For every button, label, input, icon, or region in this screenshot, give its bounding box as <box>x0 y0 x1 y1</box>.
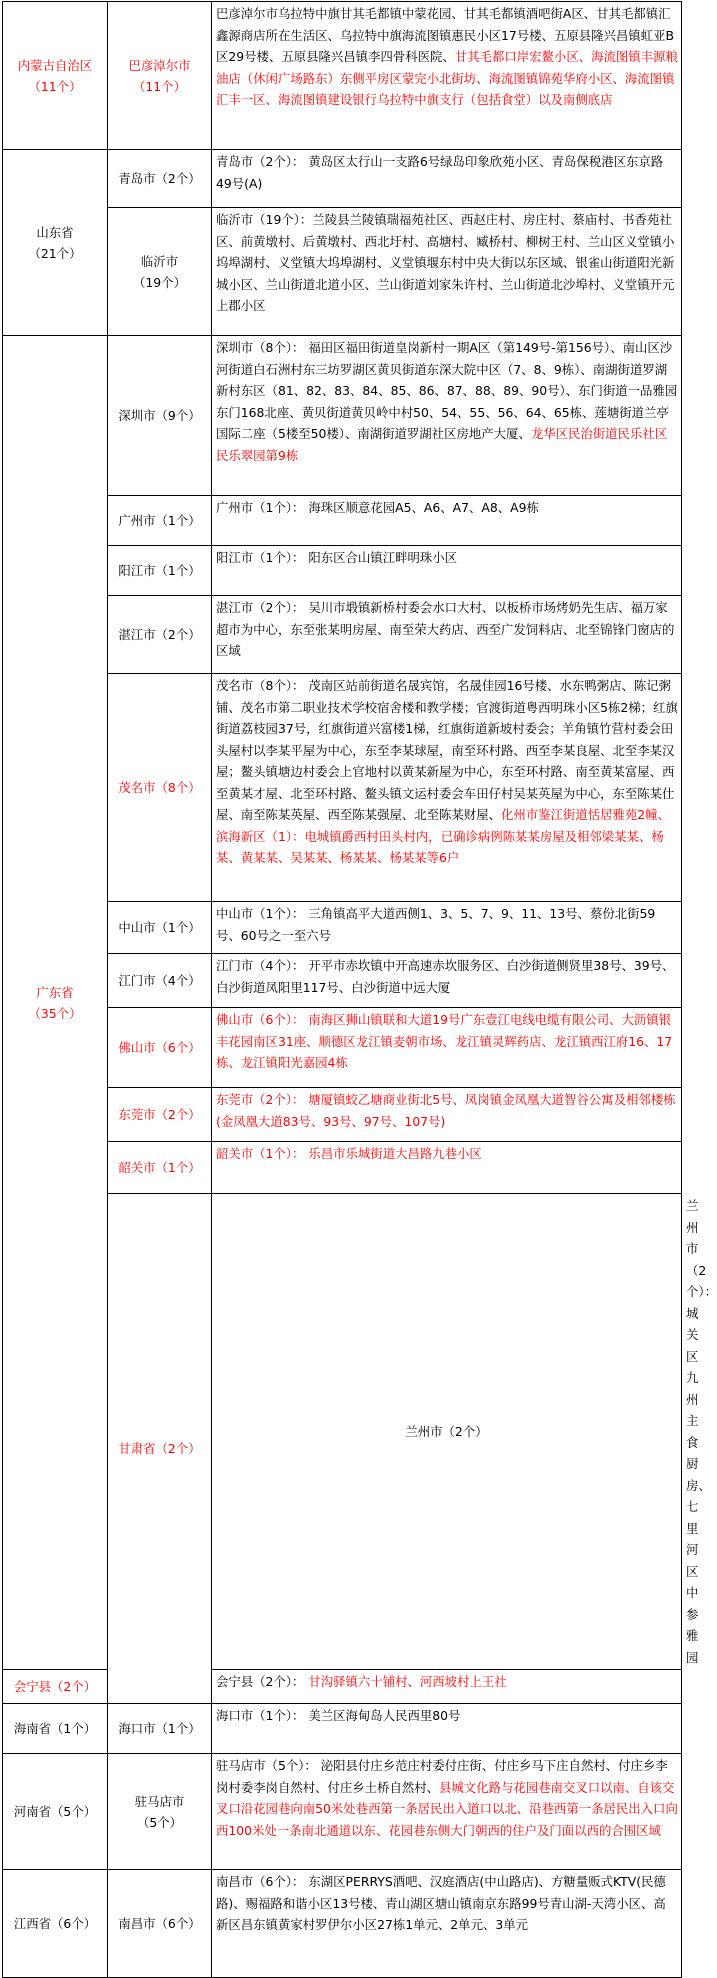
table-row <box>3 336 682 496</box>
city-cell: 广州市（1个） <box>108 496 212 546</box>
city-cell: 深圳市（9个） <box>108 336 212 496</box>
address-text: 深圳市（8个）： 福田区福田街道皇岗新村一期A区（第149号-第156号）、南山区沙河街道白石洲村东三坊罗湖区黄贝街道东深大院中区（7、8、9栋）、南湖街道罗湖新村东区（81、82、83、84、85、86、87、88、89、90号）、东门街道一品雅园东门168北座、黄贝街道黄贝岭中村50、54、55、56、64、65栋、莲塘街道兰亭国际二座（5楼至50楼）、南湖街道罗湖社区房地产大厦、 <box>216 340 678 441</box>
city-cell: 中山市（1个） <box>108 902 212 954</box>
table-body <box>3 2 717 1978</box>
province-cell: 海南省（1个） <box>3 1704 108 1754</box>
city-cell: 会宁县（2个） <box>3 1670 108 1704</box>
city-cell: 青岛市（2个） <box>108 150 212 208</box>
address-text: 阳江市（1个）： 阳东区合山镇江畔明珠小区 <box>216 550 458 565</box>
address-text: 广州市（1个）： 海珠区顺意花园A5、A6、A7、A8、A9栋 <box>216 500 539 515</box>
address-cell <box>212 1704 682 1754</box>
city-cell: 阳江市（1个） <box>108 546 212 596</box>
address-cell <box>212 674 682 902</box>
address-cell <box>212 150 682 208</box>
address-text-highlighted: 化州市鉴江街道恬居雅苑2幢、滨海新区（1）：电城镇爵西村田头村内，已确诊病例陈某某房屋及相邻梁某某、杨某、黄某某、吴某某、杨某某、杨某某等6户 <box>216 807 670 865</box>
table-row <box>3 1754 682 1870</box>
address-text: 青岛市（2个）： 黄岛区太行山一支路6号绿岛印象欣苑小区、青岛保税港区东京路49号(A) <box>216 154 664 191</box>
city-cell: 佛山市（6个） <box>108 1008 212 1088</box>
city-cell: 湛江市（2个） <box>108 596 212 674</box>
address-text: 江门市（4个）： 开平市赤坎镇中开高速赤坎服务区、白沙街道侧贤里38号、39号、白沙街道凤阳里117号、白沙街道中远大厦 <box>216 958 675 995</box>
table-row <box>3 1670 682 1704</box>
address-text: 巴彦淖尔市乌拉特中旗甘其毛都镇中蒙花园、甘其毛都镇酒吧街A区、甘其毛都镇汇鑫源商店所在生活区、乌拉特中旗海流图镇惠民小区17号楼、五原县隆兴昌镇虹亚B区29号楼、五原县隆兴昌镇李四骨科医院、 <box>216 6 674 64</box>
city-cell: 茂名市（8个） <box>108 674 212 902</box>
address-text-highlighted: 龙华区民治街道民乐社区民乐翠园第9栋 <box>216 426 668 463</box>
address-cell <box>212 1870 682 1978</box>
address-cell <box>212 1008 682 1088</box>
address-text-highlighted: 甘其毛都口岸宏鳌小区、海流图镇丰源粮油店（休闲广场路东）东侧平房区蒙完小北街坊、海流图镇锦苑华府小区、海流图镇汇丰一区、海流图镇建设银行乌拉特中旗支行（包括食堂）以及南侧底店 <box>216 49 678 107</box>
address-text: 海口市（1个）： 美兰区海甸岛人民西里80号 <box>216 1708 461 1723</box>
address-text-highlighted: 甘沟驿镇六十铺村、河西坡村上王社 <box>308 1674 507 1689</box>
address-text: 湛江市（2个）： 吴川市塅镇新桥村委会水口大村、以板桥市场烤奶先生店、福万家超市为中心，东至张某明房屋、南至荣大药店、西至广发饲料店、北至锦锋门窗店的区域 <box>216 600 675 658</box>
city-cell: 韶关市（1个） <box>108 1142 212 1194</box>
address-text: 南昌市（6个）： 东湖区PERRYS酒吧、汉庭酒店(中山路店)、方糖量贩式KTV(民德路)、赐福路和谐小区13号楼、青山湖区塘山镇南京东路99号青山湖-天湾小区、高新区昌东镇黄家村罗伊尔小区27栋1单元、2单元、3单元 <box>216 1874 666 1932</box>
table-row <box>3 150 682 208</box>
address-cell <box>212 902 682 954</box>
city-cell: 东莞市（2个） <box>108 1088 212 1142</box>
province-cell: 山东省 （21个） <box>3 150 108 336</box>
address-cell <box>212 1754 682 1870</box>
city-cell: 驻马店市 （5个） <box>108 1754 212 1870</box>
province-cell: 江西省（6个） <box>3 1870 108 1978</box>
province-cell: 河南省（5个） <box>3 1754 108 1870</box>
address-cell <box>212 1142 682 1194</box>
city-cell: 临沂市 （19个） <box>108 208 212 336</box>
address-text-highlighted: 县城文化路与花园巷南交叉口以南、自该交叉口沿花园巷向南50米处巷西第一条居民出入道口以北、沿巷西第一条居民出入口向西100米处一条南北通道以东、花园巷东侧大门朝西的住户及门面以西的合围区域 <box>216 1779 678 1838</box>
address-cell <box>212 1670 682 1704</box>
table-row <box>3 2 682 150</box>
table-row <box>3 1870 682 1978</box>
address-cell <box>212 496 682 546</box>
city-cell: 南昌市（6个） <box>108 1870 212 1978</box>
address-text-highlighted: 佛山市（6个）： 南海区狮山镇联和大道19号广东壹江电线电缆有限公司、大沥镇银丰花园南区31座、顺德区龙江镇麦朝市场、龙江镇灵辉药店、龙江镇西江府16、17栋、龙江镇阳光嘉园4栋 <box>216 1012 673 1070</box>
city-cell: 兰州市（2个） <box>212 1194 682 1670</box>
address-text: 会宁县（2个）： <box>216 1674 309 1689</box>
address-text-highlighted: 东莞市（2个）： 塘厦镇蛟乙塘商业街北5号、凤岗镇金凤凰大道智谷公寓及相邻楼栋(金凤凰大道83号、93号、97号、107号) <box>216 1092 676 1129</box>
city-cell: 海口市（1个） <box>108 1704 212 1754</box>
address-text-highlighted: 韶关市（1个）： 乐昌市乐城街道大昌路九巷小区 <box>216 1146 482 1161</box>
address-text: 临沂市（19个）：兰陵县兰陵镇瑞福苑社区、西赵庄村、房庄村、蔡庙村、书香苑社区、前黄墩村、后黄墩村、西北圩村、高塘村、臧桥村、柳树王村、兰山区义堂镇小坞埠湖村、义堂镇大坞埠湖村、义堂镇堰东村中央大街以东区域、银雀山街道阳光新城小区、兰山街道北道小区、兰山街道刘家朱许村、兰山街道北沙埠村、义堂镇开元上郡小区 <box>216 212 675 313</box>
table-row <box>3 1704 682 1754</box>
address-text: 茂名市（8个）： 茂南区站前街道名晟宾馆，名晟佳园16号楼、水东鸭粥店、陈记粥铺、茂名市第二职业技术学校宿舍楼和教学楼；官渡街道粤西明珠小区5栋2梯；红旗街道荔枝园37号，红旗街道兴富楼1梯，红旗街道新坡村委会；羊角镇竹营村委会田头屋村以李某平屋为中心，东至李某球屋，南至环村路、西至李某良屋、北至李某汉屋；鳌头镇塘边村委会上官地村以黄某新屋为中心，东至环村路、南至黄某富屋、西至黄某才屋、北至环村路、鳌头镇文运村委会车田仔村吴某英屋为中心，东至陈某仕屋、南至陈某英屋、西至陈某强屋、北至陈某财屋、 <box>216 678 678 822</box>
address-cell <box>212 336 682 496</box>
address-text: 中山市（1个）： 三角镇高平大道西侧1、3、5、7、9、11、13号、蔡份北街59号、60号之一至六号 <box>216 906 656 943</box>
province-cell: 内蒙古自治区 （11个） <box>3 2 108 150</box>
address-cell <box>212 1088 682 1142</box>
city-cell: 江门市（4个） <box>108 954 212 1008</box>
address-cell <box>212 954 682 1008</box>
outbreak-area-table <box>2 1 717 1978</box>
address-text: 兰州市（2个）： 城关区九州主食厨房、七里河区中参雅园 <box>686 1198 717 1665</box>
address-cell <box>212 208 682 336</box>
address-cell <box>212 596 682 674</box>
province-cell: 广东省 （35个） <box>3 336 108 1670</box>
address-cell <box>212 546 682 596</box>
address-cell <box>212 2 682 150</box>
province-cell: 甘肃省（2个） <box>108 1194 212 1704</box>
address-text: 驻马店市（5个）： 泌阳县付庄乡范庄村委付庄街、付庄乡马下庄自然村、付庄乡李岗村委李岗自然村、付庄乡土桥自然村、 <box>216 1758 668 1795</box>
city-cell: 巴彦淖尔市 （11个） <box>108 2 212 150</box>
